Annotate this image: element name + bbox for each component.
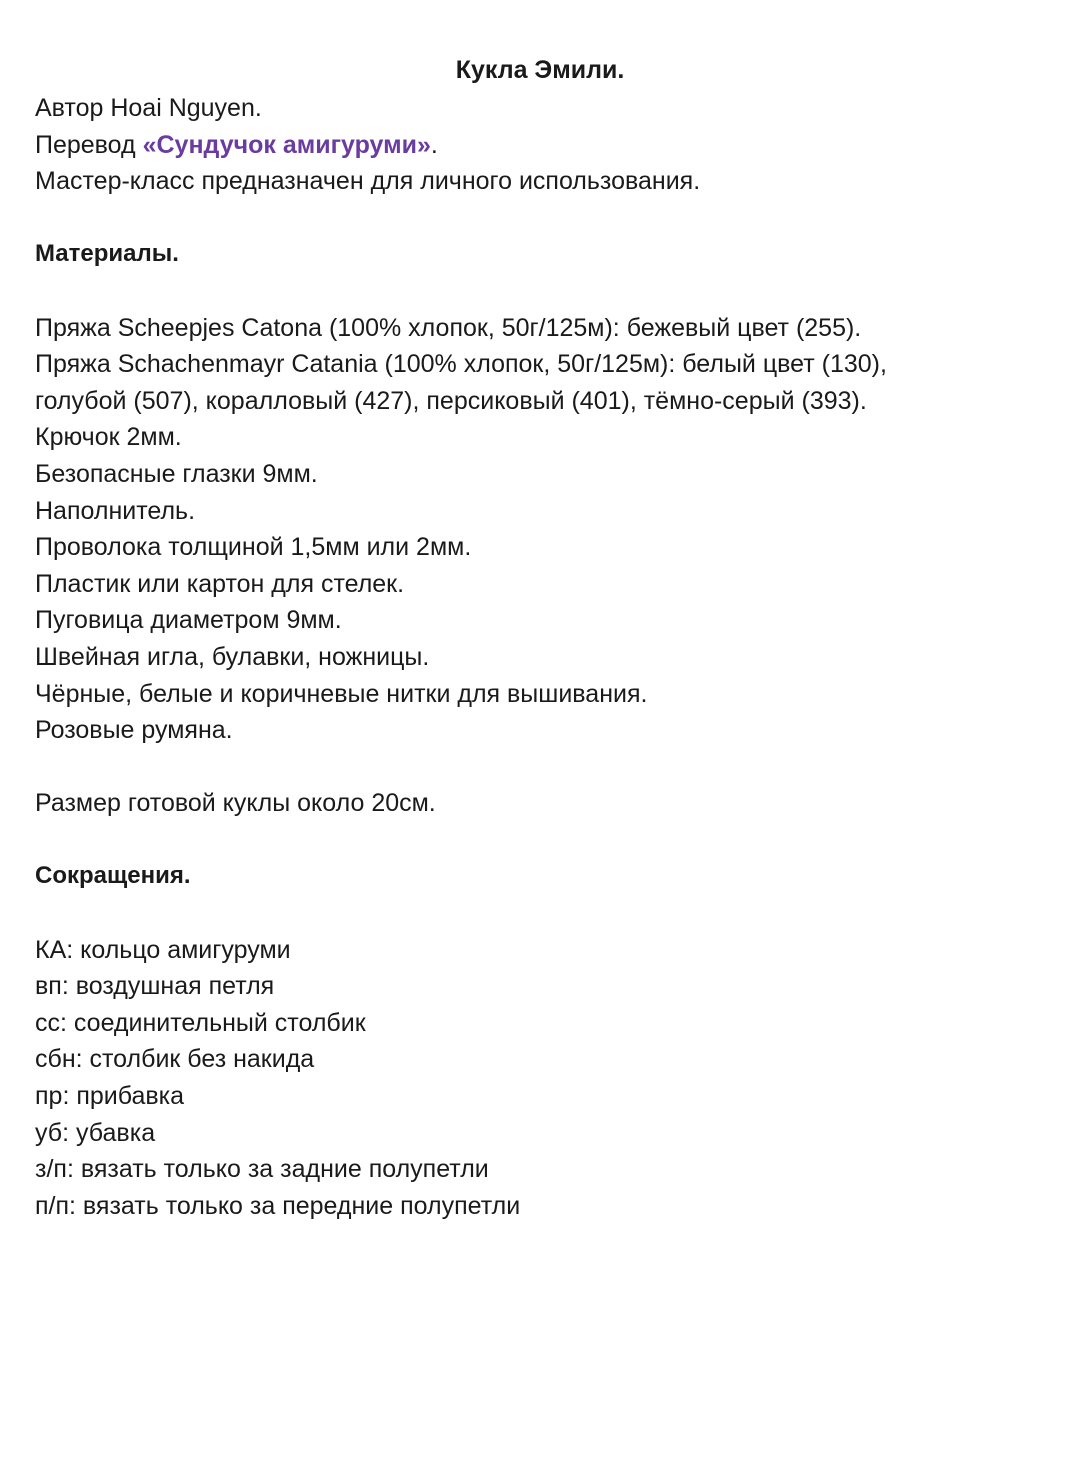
material-item: Розовые румяна.	[35, 716, 233, 745]
abbreviation-item: з/п: вязать только за задние полупетли	[35, 1155, 489, 1184]
document-page	[35, 52, 1045, 1224]
material-item: голубой (507), коралловый (427), персиковый (401), тёмно-серый (393).	[35, 386, 867, 415]
material-item: Швейная игла, булавки, ножницы.	[35, 642, 430, 671]
author-line: Автор Hoai Nguyen.	[35, 94, 262, 122]
translation-prefix: Перевод	[35, 130, 143, 159]
material-item: Пряжа Schachenmayr Catania (100% хлопок, 50г/125м): белый цвет (130),	[35, 350, 887, 379]
translation-suffix: .	[430, 130, 438, 159]
abbreviation-item: КА: кольцо амигуруми	[35, 935, 291, 964]
material-item: Проволока толщиной 1,5мм или 2мм.	[35, 533, 472, 562]
usage-note: Мастер-класс предназначен для личного использования.	[35, 167, 701, 196]
abbreviations-heading: Сокращения.	[35, 862, 191, 890]
material-item: Чёрные, белые и коричневые нитки для вышивания.	[35, 679, 648, 708]
material-item: Пуговица диаметром 9мм.	[35, 606, 342, 635]
size-note: Размер готовой куклы около 20см.	[35, 789, 436, 818]
doc-title: Кукла Эмили.	[455, 56, 625, 84]
abbreviation-item: вп: воздушная петля	[35, 972, 275, 1001]
materials-heading: Материалы.	[35, 240, 179, 268]
material-item: Крючок 2мм.	[35, 423, 182, 452]
material-item: Безопасные глазки 9мм.	[35, 459, 318, 488]
abbreviation-item: пр: прибавка	[35, 1082, 185, 1111]
material-item: Наполнитель.	[35, 496, 196, 525]
abbreviation-item: уб: убавка	[35, 1118, 156, 1147]
abbreviation-item: п/п: вязать только за передние полупетли	[35, 1191, 521, 1220]
material-item: Пряжа Scheepjes Catona (100% хлопок, 50г/125м): бежевый цвет (255).	[35, 313, 862, 342]
translation-source: «Сундучок амигуруми»	[142, 130, 431, 159]
abbreviation-item: сс: соединительный столбик	[35, 1008, 366, 1037]
abbreviation-item: сбн: столбик без накида	[35, 1045, 315, 1074]
translation-line	[35, 127, 1045, 164]
material-item: Пластик или картон для стелек.	[35, 569, 405, 598]
